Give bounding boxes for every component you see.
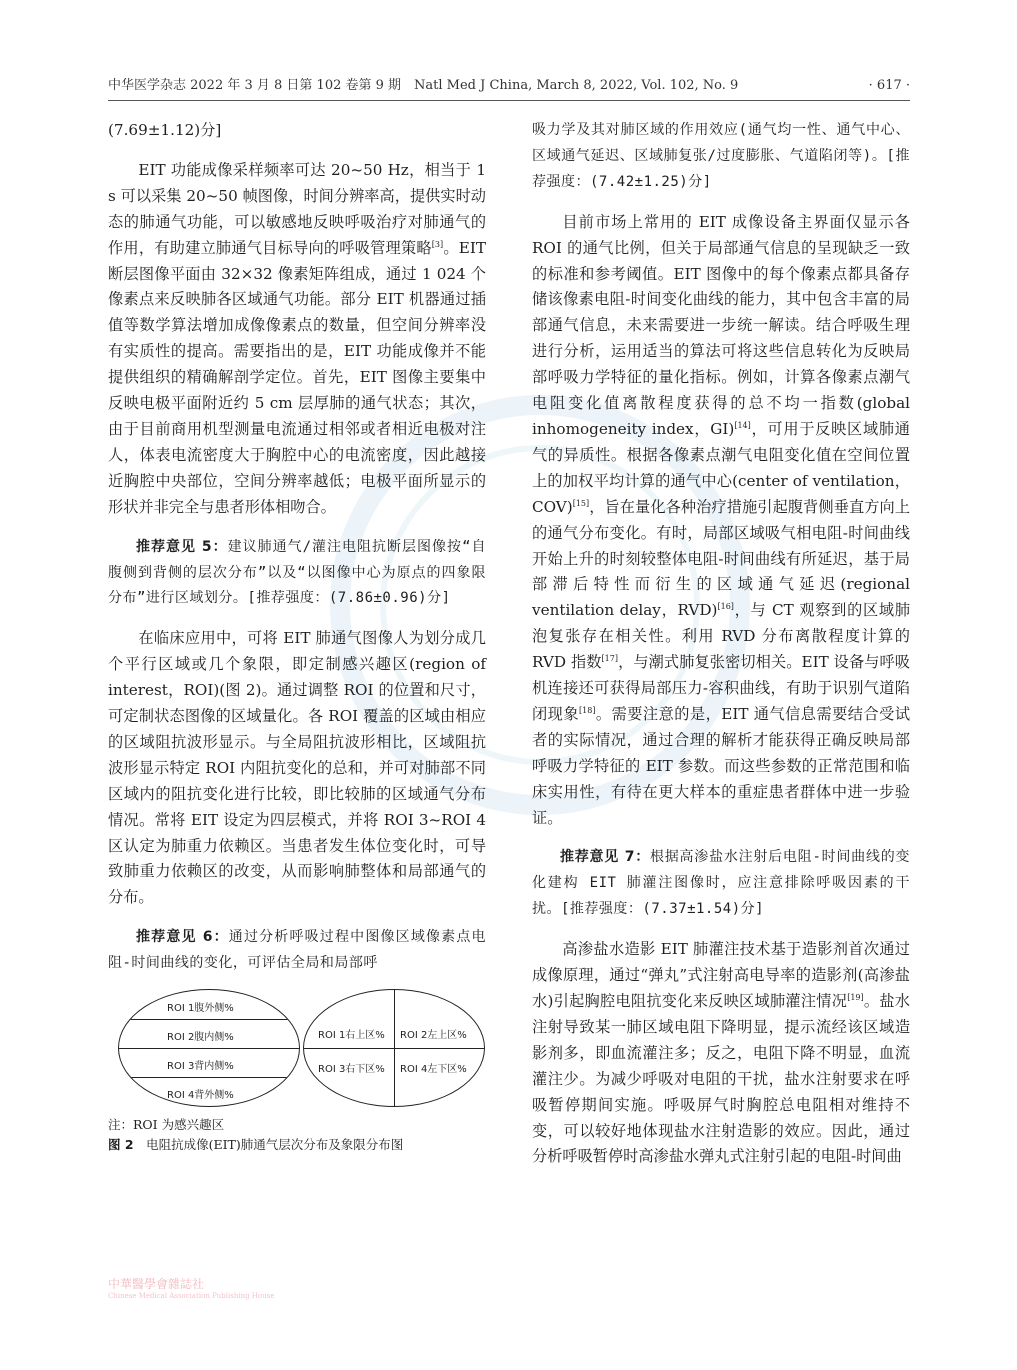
recommendation-6-title: 推荐意见 6： (136, 929, 229, 946)
figure-note: 注：ROI 为感兴趣区 (108, 1117, 225, 1133)
reference-marker: [15] (572, 498, 590, 508)
right-column (532, 118, 910, 1170)
paragraph-local-ventilation: 目前市场上常用的 EIT 成像设备主界面仅显示各 ROI 的通气比例，但关于局部通气信息的呈现缺乏一致的标准和参考阈值。EIT 图像中的每个像素点都具备存储该像素电阻-时间变化曲线的能力，其中包含丰富的局部通气信息，未来需要进一步统一解读。结合呼吸生理进行分析，运用适当的算法可将这些信息转化为反映局部呼吸力学特征的量化指标。例如，计算各像素点潮气电阻变化值离散程度获得的总不均一指数(global inhomogeneity index，GI)[14]，可用于反映区域肺通气的异质性。根据各像素点潮气电阻变化值在空间位置上的加权平均计算的通气中心(center of ventilation，COV)[15]，旨在量化各种治疗措施引起腹背侧垂直方向上的通气分布变化。有时，局部区域吸气相电阻-时间曲线开始上升的时刻较整体电阻-时间曲线有所延迟，基于局部滞后特性而衍生的区域通气延迟(regional ventilation delay，RVD)[16]，与 CT 观察到的区域肺泡复张存在相关性。利用 RVD 分布离散程度计算的 RVD 指数[17]，与潮式肺复张密切相关。EIT 设备与呼吸机连接还可获得局部压力-容积曲线，有助于识别气道陷闭现象[18]。需要注意的是，EIT 通气信息需要结合受试者的实际情况，通过合理的解析才能获得正确反映局部呼吸力学特征的 EIT 参数。而这些参数的正常范围和临床实用性，有待在更大样本的重症患者群体中进一步验证。 (532, 212, 911, 827)
quadrant-diagram (303, 989, 485, 1107)
score-continued: (7.69±1.12)分] (108, 121, 222, 139)
recommendation-6: 推荐意见 6：通过分析呼吸过程中图像区域像素点电阻-时间曲线的变化，可评估全局和局部呼 (108, 929, 486, 972)
publisher-logo: 中華醫學會雜誌社 Chinese Medical Association Publishing House (108, 1277, 275, 1300)
paragraph-roi: 在临床应用中，可将 EIT 肺通气图像人为划分成几个平行区域或几个象限，即定制感兴趣区(region of interest，ROI)(图 2)。通过调整 ROI 的位置和尺寸，可定制状态图像的区域量化。各 ROI 覆盖的区域由相应的区域阻抗波形显示。与全局阻抗波形相比，区域阻抗波形显示特定 ROI 内阻抗变化的总和，并可对肺部不同区域内的阻抗变化进行比较，即比较肺的区域通气分布情况。常将 EIT 设定为四层模式，并将 ROI 3~ROI 4 区认定为肺重力依赖区。当患者发生体位变化时，可导致肺重力依赖区的改变，从而影响肺整体和局部通气的分布。 (108, 629, 486, 907)
page-number: · 617 · (868, 78, 910, 93)
paragraph-saline-perfusion: 高渗盐水造影 EIT 肺灌注技术基于造影剂首次通过成像原理，通过“弹丸”式注射高电导率的造影剂(高渗盐水)引起胸腔电阻抗变化来反映区域肺灌注情况[19]。盐水注射导致某一肺区域电阻下降明显，提示流经该区域造影剂多，即血流灌注多；反之，电阻下降不明显，血流灌注少。为减少呼吸对电阻的干扰，盐水注射要求在呼吸暂停期间实施。呼吸屏气时胸腔总电阻相对维持不变，可以较好地体现盐水注射造影的效应。因此，通过分析呼吸暂停时高渗盐水弹丸式注射引起的电阻-时间曲 (532, 940, 910, 1166)
roi-quadrant-3: ROI 3右下区% (318, 1064, 385, 1076)
roi-layer-4: ROI 4背外侧% (167, 1090, 234, 1102)
journal-citation: 中华医学杂志 2022 年 3 月 8 日第 102 卷第 9 期 Natl Med J China, March 8, 2022, Vol. 102, No. 9 (108, 78, 739, 93)
roi-layer-1: ROI 1腹外侧% (167, 1003, 234, 1015)
left-column (108, 118, 486, 1155)
recommendation-5: 推荐意见 5：建议肺通气/灌注电阻抗断层图像按“自腹侧到背侧的层次分布”以及“以图像中心为原点的四象限分布”进行区域划分。[推荐强度：(7.86±0.96)分] (108, 538, 486, 607)
reference-marker: [3] (431, 239, 444, 249)
layer-diagram (118, 989, 300, 1107)
recommendation-5-title: 推荐意见 5： (136, 538, 228, 555)
figure-caption-label: 图 2 (108, 1137, 134, 1153)
paragraph-eit-imaging: EIT 功能成像采样频率可达 20~50 Hz，相当于 1 s 可以采集 20~50 帧图像，时间分辨率高，提供实时动态的肺通气功能，可以敏感地反映呼吸治疗对肺通气的作用，有助建立肺通气目标导向的呼吸管理策略[3]。EIT 断层图像平面由 32×32 像素矩阵组成，通过 1 024 个像素点来反映肺各区域通气功能。部分 EIT 机器通过插值等数学算法增加成像像素点的数量，但空间分辨率没有实质性的提高。需要指出的是，EIT 功能成像并不能提供组织的精确解剖学定位。首先，EIT 图像主要集中反映电极平面附近约 5 cm 层厚肺的通气状态；其次，由于目前商用机型测量电流通过相邻或者相近电极对注人，体表电流密度大于胸腔中心的电流密度，因此越接近胸腔中央部位，空间分辨率越低；电极平面所显示的形状并非完全与患者形体相吻合。 (108, 160, 487, 516)
recommendation-7: 推荐意见 7：根据高渗盐水注射后电阻-时间曲线的变化建构 EIT 肺灌注图像时，应注意排除呼吸因素的干扰。[推荐强度：(7.37±1.54)分] (532, 849, 910, 918)
reference-marker: [18] (579, 705, 596, 715)
reference-marker: [16] (717, 602, 734, 612)
reference-marker: [14] (734, 420, 751, 430)
running-header (108, 72, 910, 100)
recommendation-7-title: 推荐意见 7： (560, 849, 650, 866)
header-rule (108, 100, 910, 101)
reference-marker: [19] (847, 992, 864, 1002)
roi-quadrant-2: ROI 2左上区% (400, 1030, 467, 1042)
roi-quadrant-4: ROI 4左下区% (400, 1064, 467, 1076)
roi-quadrant-1: ROI 1右上区% (318, 1030, 385, 1042)
figure-caption: 图 2 电阻抗成像(EIT)肺通气层次分布及象限分布图 (108, 1137, 404, 1153)
roi-layer-3: ROI 3背内侧% (167, 1061, 234, 1073)
recommendation-6-continued: 吸力学及其对肺区域的作用效应(通气均一性、通气中心、区域通气延迟、区域肺复张/过度膨胀、气道陷闭等)。[推荐强度：(7.42±1.25)分] (532, 122, 910, 190)
figure-2 (108, 989, 486, 1109)
reference-marker: [17] (601, 654, 618, 664)
roi-layer-2: ROI 2腹内侧% (167, 1032, 234, 1044)
